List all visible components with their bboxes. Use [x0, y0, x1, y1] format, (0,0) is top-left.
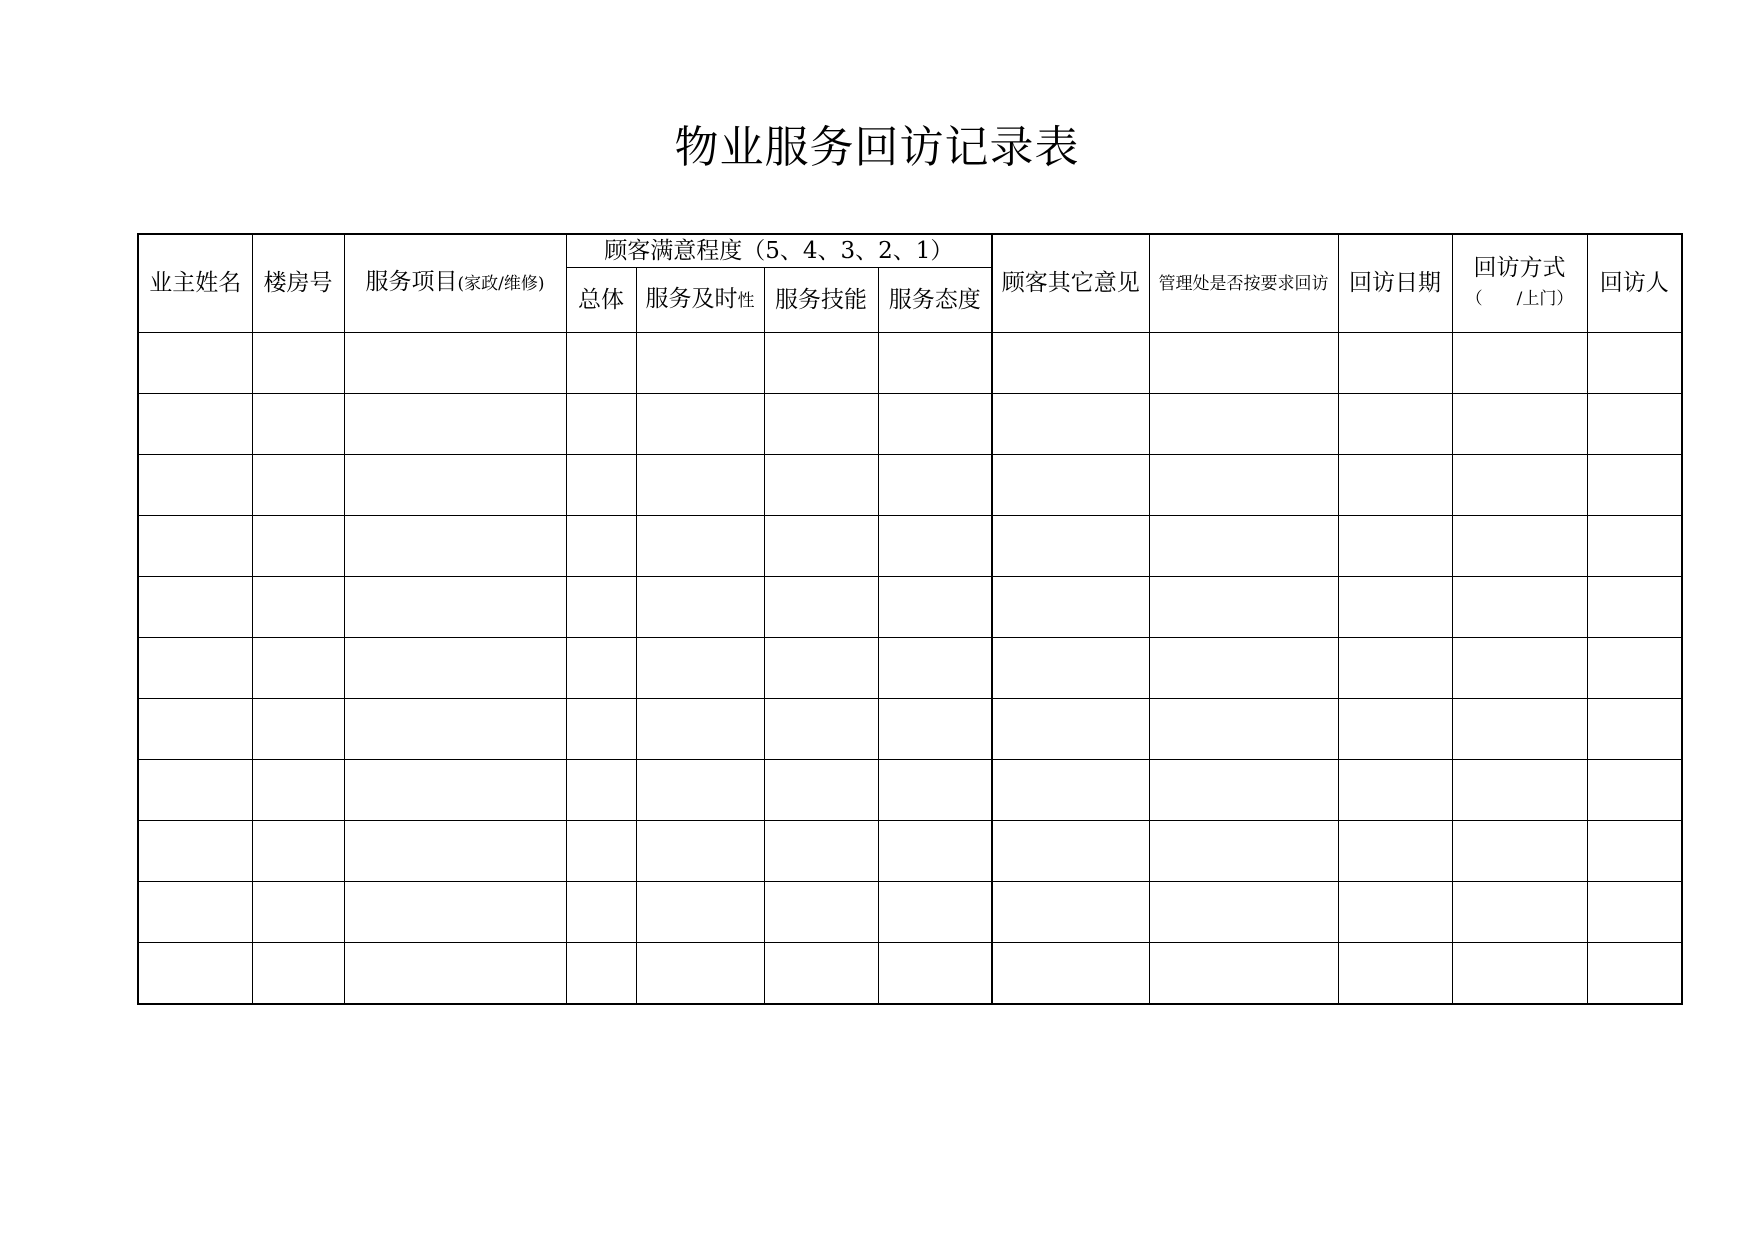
cell-visit-method[interactable]	[1452, 943, 1587, 1005]
cell-sat-overall[interactable]	[566, 760, 636, 821]
service-item-note: (家政/维修)	[457, 274, 545, 294]
cell-owner-name[interactable]	[138, 455, 252, 516]
table-row	[138, 516, 1682, 577]
cell-service-item[interactable]	[344, 760, 566, 821]
cell-visitor[interactable]	[1587, 821, 1682, 882]
cell-room-no[interactable]	[252, 333, 344, 394]
table-row	[138, 821, 1682, 882]
cell-service-item[interactable]	[344, 882, 566, 943]
cell-owner-name[interactable]	[138, 516, 252, 577]
cell-sat-attitude[interactable]	[878, 577, 992, 638]
cell-management-followup[interactable]	[1149, 333, 1338, 394]
cell-room-no[interactable]	[252, 577, 344, 638]
cell-sat-overall[interactable]	[566, 333, 636, 394]
visit-method-options: （ /上门）	[1465, 288, 1574, 309]
cell-visit-date[interactable]	[1338, 699, 1452, 760]
cell-owner-name[interactable]	[138, 821, 252, 882]
cell-management-followup[interactable]	[1149, 821, 1338, 882]
cell-sat-timeliness[interactable]	[636, 638, 764, 699]
cell-other-opinions[interactable]	[992, 943, 1149, 1005]
cell-other-opinions[interactable]	[992, 699, 1149, 760]
cell-other-opinions[interactable]	[992, 577, 1149, 638]
cell-visitor[interactable]	[1587, 516, 1682, 577]
form-title: 物业服务回访记录表	[674, 122, 1080, 173]
cell-owner-name[interactable]	[138, 760, 252, 821]
cell-owner-name[interactable]	[138, 577, 252, 638]
col-header-sat-overall: 总体	[566, 268, 636, 333]
cell-sat-attitude[interactable]	[878, 333, 992, 394]
cell-management-followup[interactable]	[1149, 943, 1338, 1005]
cell-service-item[interactable]	[344, 516, 566, 577]
col-header-management-followup: 管理处是否按要求回访	[1149, 234, 1338, 333]
visit-method-label: 回访方式	[1473, 254, 1566, 281]
cell-visit-method[interactable]	[1452, 882, 1587, 943]
cell-owner-name[interactable]	[138, 638, 252, 699]
cell-sat-attitude[interactable]	[878, 943, 992, 1005]
cell-visit-date[interactable]	[1338, 577, 1452, 638]
cell-sat-overall[interactable]	[566, 943, 636, 1005]
cell-sat-skill[interactable]	[764, 760, 878, 821]
cell-sat-timeliness[interactable]	[636, 882, 764, 943]
cell-visitor[interactable]	[1587, 455, 1682, 516]
cell-visit-date[interactable]	[1338, 760, 1452, 821]
cell-management-followup[interactable]	[1149, 760, 1338, 821]
cell-other-opinions[interactable]	[992, 638, 1149, 699]
cell-visit-method[interactable]	[1452, 333, 1587, 394]
cell-visit-method[interactable]	[1452, 577, 1587, 638]
cell-other-opinions[interactable]	[992, 821, 1149, 882]
table-row	[138, 394, 1682, 455]
header-row-1	[138, 234, 1682, 268]
cell-sat-skill[interactable]	[764, 516, 878, 577]
cell-sat-overall[interactable]	[566, 455, 636, 516]
cell-service-item[interactable]	[344, 821, 566, 882]
cell-sat-overall[interactable]	[566, 638, 636, 699]
cell-sat-overall[interactable]	[566, 821, 636, 882]
table-row	[138, 943, 1682, 1005]
cell-room-no[interactable]	[252, 943, 344, 1005]
cell-visit-date[interactable]	[1338, 882, 1452, 943]
cell-sat-timeliness[interactable]	[636, 943, 764, 1005]
cell-sat-overall[interactable]	[566, 699, 636, 760]
table-row	[138, 577, 1682, 638]
cell-visitor[interactable]	[1587, 760, 1682, 821]
cell-sat-timeliness[interactable]	[636, 333, 764, 394]
cell-owner-name[interactable]	[138, 882, 252, 943]
cell-visitor[interactable]	[1587, 638, 1682, 699]
table-row	[138, 638, 1682, 699]
cell-sat-timeliness[interactable]	[636, 516, 764, 577]
cell-sat-attitude[interactable]	[878, 821, 992, 882]
col-header-room-no: 楼房号	[252, 234, 344, 333]
cell-sat-skill[interactable]	[764, 943, 878, 1005]
cell-management-followup[interactable]	[1149, 882, 1338, 943]
cell-sat-skill[interactable]	[764, 638, 878, 699]
col-header-sat-skill: 服务技能	[764, 268, 878, 333]
cell-visit-method[interactable]	[1452, 699, 1587, 760]
cell-visit-date[interactable]	[1338, 638, 1452, 699]
cell-sat-timeliness[interactable]	[636, 760, 764, 821]
col-header-visitor: 回访人	[1587, 234, 1682, 333]
cell-management-followup[interactable]	[1149, 394, 1338, 455]
cell-other-opinions[interactable]	[992, 882, 1149, 943]
col-header-satisfaction-group: 顾客满意程度（5、4、3、2、1）	[566, 234, 992, 268]
cell-management-followup[interactable]	[1149, 699, 1338, 760]
cell-management-followup[interactable]	[1149, 577, 1338, 638]
col-header-visit-method	[1452, 234, 1587, 333]
cell-visitor[interactable]	[1587, 333, 1682, 394]
cell-visitor[interactable]	[1587, 699, 1682, 760]
cell-sat-skill[interactable]	[764, 577, 878, 638]
table-row	[138, 455, 1682, 516]
cell-room-no[interactable]	[252, 394, 344, 455]
cell-sat-timeliness[interactable]	[636, 455, 764, 516]
sat-timeliness-suffix: 性	[737, 290, 755, 311]
col-header-visit-date: 回访日期	[1338, 234, 1452, 333]
cell-sat-timeliness[interactable]	[636, 394, 764, 455]
cell-service-item[interactable]	[344, 394, 566, 455]
cell-visit-method[interactable]	[1452, 760, 1587, 821]
table-row	[138, 333, 1682, 394]
cell-sat-attitude[interactable]	[878, 760, 992, 821]
cell-sat-skill[interactable]	[764, 699, 878, 760]
cell-room-no[interactable]	[252, 516, 344, 577]
cell-service-item[interactable]	[344, 699, 566, 760]
cell-management-followup[interactable]	[1149, 516, 1338, 577]
cell-room-no[interactable]	[252, 882, 344, 943]
table-body	[138, 333, 1682, 1005]
cell-sat-attitude[interactable]	[878, 516, 992, 577]
cell-visit-method[interactable]	[1452, 638, 1587, 699]
cell-room-no[interactable]	[252, 699, 344, 760]
cell-service-item[interactable]	[344, 333, 566, 394]
cell-owner-name[interactable]	[138, 943, 252, 1005]
cell-visitor[interactable]	[1587, 882, 1682, 943]
cell-service-item[interactable]	[344, 638, 566, 699]
cell-sat-timeliness[interactable]	[636, 821, 764, 882]
cell-management-followup[interactable]	[1149, 638, 1338, 699]
cell-sat-attitude[interactable]	[878, 455, 992, 516]
col-header-sat-attitude: 服务态度	[878, 268, 992, 333]
cell-other-opinions[interactable]	[992, 760, 1149, 821]
cell-other-opinions[interactable]	[992, 333, 1149, 394]
cell-sat-attitude[interactable]	[878, 882, 992, 943]
cell-other-opinions[interactable]	[992, 394, 1149, 455]
cell-visit-method[interactable]	[1452, 821, 1587, 882]
cell-room-no[interactable]	[252, 638, 344, 699]
cell-sat-skill[interactable]	[764, 394, 878, 455]
cell-sat-skill[interactable]	[764, 333, 878, 394]
col-header-owner-name: 业主姓名	[138, 234, 252, 333]
cell-visit-date[interactable]	[1338, 333, 1452, 394]
cell-sat-skill[interactable]	[764, 821, 878, 882]
cell-management-followup[interactable]	[1149, 455, 1338, 516]
cell-room-no[interactable]	[252, 760, 344, 821]
table-row	[138, 699, 1682, 760]
cell-owner-name[interactable]	[138, 699, 252, 760]
service-followup-table	[137, 233, 1683, 1005]
cell-visit-method[interactable]	[1452, 394, 1587, 455]
cell-owner-name[interactable]	[138, 394, 252, 455]
col-header-service-item	[344, 234, 566, 333]
cell-other-opinions[interactable]	[992, 455, 1149, 516]
cell-visit-date[interactable]	[1338, 455, 1452, 516]
cell-sat-attitude[interactable]	[878, 638, 992, 699]
cell-sat-overall[interactable]	[566, 882, 636, 943]
col-header-sat-timeliness	[636, 268, 764, 333]
cell-visit-method[interactable]	[1452, 455, 1587, 516]
sat-timeliness-label: 服务及时	[645, 285, 738, 312]
table-row	[138, 882, 1682, 943]
cell-sat-overall[interactable]	[566, 577, 636, 638]
cell-sat-skill[interactable]	[764, 882, 878, 943]
cell-sat-timeliness[interactable]	[636, 577, 764, 638]
cell-visit-date[interactable]	[1338, 821, 1452, 882]
table-row	[138, 760, 1682, 821]
cell-sat-skill[interactable]	[764, 455, 878, 516]
cell-room-no[interactable]	[252, 455, 344, 516]
cell-sat-timeliness[interactable]	[636, 699, 764, 760]
cell-service-item[interactable]	[344, 455, 566, 516]
cell-visitor[interactable]	[1587, 394, 1682, 455]
cell-visit-method[interactable]	[1452, 516, 1587, 577]
cell-sat-attitude[interactable]	[878, 394, 992, 455]
cell-sat-overall[interactable]	[566, 394, 636, 455]
cell-sat-attitude[interactable]	[878, 699, 992, 760]
cell-room-no[interactable]	[252, 821, 344, 882]
cell-visit-date[interactable]	[1338, 943, 1452, 1005]
cell-visit-date[interactable]	[1338, 516, 1452, 577]
cell-owner-name[interactable]	[138, 333, 252, 394]
cell-other-opinions[interactable]	[992, 516, 1149, 577]
col-header-other-opinions: 顾客其它意见	[992, 234, 1149, 333]
cell-sat-overall[interactable]	[566, 516, 636, 577]
cell-service-item[interactable]	[344, 577, 566, 638]
cell-visitor[interactable]	[1587, 943, 1682, 1005]
cell-service-item[interactable]	[344, 943, 566, 1005]
service-item-label: 服务项目	[365, 269, 458, 295]
cell-visit-date[interactable]	[1338, 394, 1452, 455]
cell-visitor[interactable]	[1587, 577, 1682, 638]
